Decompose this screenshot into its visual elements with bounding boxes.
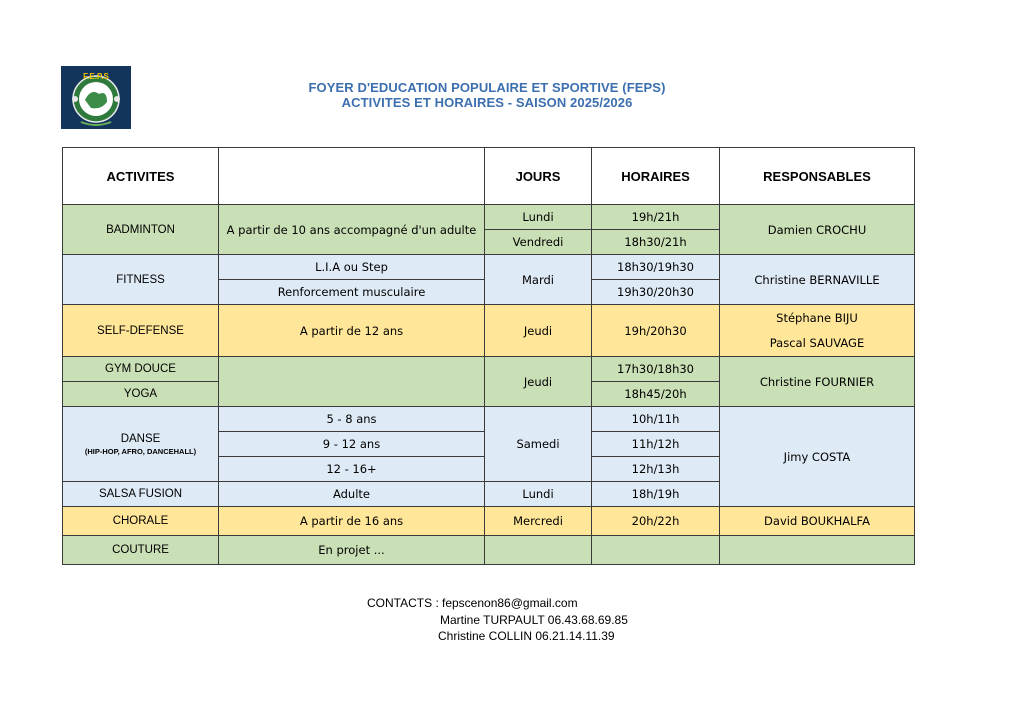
schedule-table — [62, 147, 915, 565]
day-danse: Samedi — [485, 407, 592, 482]
resp-self-defense — [720, 305, 915, 357]
activity-danse-sub: (HIP-HOP, AFRO, DANCEHALL) — [84, 446, 197, 456]
resp-couture — [720, 536, 915, 565]
resp-chorale: David BOUKHALFA — [720, 507, 915, 536]
day-fitness: Mardi — [485, 255, 592, 305]
day-chorale: Mercredi — [485, 507, 592, 536]
contact-person-1: Martine TURPAULT 06.43.68.69.85 — [440, 613, 628, 627]
desc-danse-3: 12 - 16+ — [219, 457, 485, 482]
header-subtitle: ACTIVITES ET HORAIRES - SAISON 2025/2026 — [341, 95, 633, 110]
time-badminton-1: 19h/21h — [592, 205, 720, 230]
resp-gym-douce: Christine FOURNIER — [720, 357, 915, 407]
desc-couture: En projet ... — [219, 536, 485, 565]
activity-yoga: YOGA — [63, 382, 219, 407]
resp-danse: Jimy COSTA — [720, 407, 915, 507]
desc-danse-2: 9 - 12 ans — [219, 432, 485, 457]
table-row — [63, 205, 915, 230]
desc-fitness-2: Renforcement musculaire — [219, 280, 485, 305]
day-self-defense: Jeudi — [485, 305, 592, 357]
table-row — [63, 507, 915, 536]
activity-danse-label: DANSE — [120, 432, 161, 445]
contact-person-2: Christine COLLIN 06.21.14.11.39 — [438, 629, 615, 643]
time-fitness-2: 19h30/20h30 — [592, 280, 720, 305]
contacts-label: CONTACTS : — [367, 596, 439, 610]
day-couture — [485, 536, 592, 565]
time-gym-douce: 17h30/18h30 — [592, 357, 720, 382]
time-chorale: 20h/22h — [592, 507, 720, 536]
day-badminton-2: Vendredi — [485, 230, 592, 255]
desc-salsa-fusion: Adulte — [219, 482, 485, 507]
logo-text: F.E.P.S — [83, 72, 109, 81]
table-row — [63, 357, 915, 382]
table-header-row — [63, 148, 915, 205]
time-danse-3: 12h/13h — [592, 457, 720, 482]
time-fitness-1: 18h30/19h30 — [592, 255, 720, 280]
time-self-defense: 19h/20h30 — [592, 305, 720, 357]
activity-danse — [63, 407, 219, 482]
contacts-email: fepscenon86@gmail.com — [442, 596, 578, 610]
header-activites: ACTIVITES — [63, 148, 219, 205]
activity-salsa-fusion: SALSA FUSION — [63, 482, 219, 507]
desc-self-defense: A partir de 12 ans — [219, 305, 485, 357]
activity-gym-douce: GYM DOUCE — [63, 357, 219, 382]
resp-badminton: Damien CROCHU — [720, 205, 915, 255]
desc-chorale: A partir de 16 ans — [219, 507, 485, 536]
header-description — [219, 148, 485, 205]
header-horaires: HORAIRES — [592, 148, 720, 205]
resp-self-defense-2: Pascal SAUVAGE — [769, 335, 865, 350]
time-couture — [592, 536, 720, 565]
time-danse-1: 10h/11h — [592, 407, 720, 432]
day-badminton-1: Lundi — [485, 205, 592, 230]
table-row — [63, 255, 915, 280]
resp-fitness: Christine BERNAVILLE — [720, 255, 915, 305]
table-row — [63, 407, 915, 432]
header-title: FOYER D'EDUCATION POPULAIRE ET SPORTIVE (FEPS) — [308, 80, 666, 95]
activity-couture: COUTURE — [63, 536, 219, 565]
activity-chorale: CHORALE — [63, 507, 219, 536]
activity-fitness: FITNESS — [63, 255, 219, 305]
time-danse-2: 11h/12h — [592, 432, 720, 457]
header-responsables: RESPONSABLES — [720, 148, 915, 205]
desc-danse-1: 5 - 8 ans — [219, 407, 485, 432]
table-row — [63, 536, 915, 565]
time-salsa-fusion: 18h/19h — [592, 482, 720, 507]
resp-self-defense-1: Stéphane BIJU — [776, 310, 858, 325]
day-gym-douce: Jeudi — [485, 357, 592, 407]
table-row — [63, 305, 915, 357]
desc-fitness-1: L.I.A ou Step — [219, 255, 485, 280]
desc-gym-douce — [219, 357, 485, 407]
time-yoga: 18h45/20h — [592, 382, 720, 407]
header-jours: JOURS — [485, 148, 592, 205]
time-badminton-2: 18h30/21h — [592, 230, 720, 255]
activity-badminton: BADMINTON — [63, 205, 219, 255]
activity-self-defense: SELF-DEFENSE — [63, 305, 219, 357]
desc-badminton: A partir de 10 ans accompagné d'un adulte — [219, 205, 485, 255]
day-salsa-fusion: Lundi — [485, 482, 592, 507]
